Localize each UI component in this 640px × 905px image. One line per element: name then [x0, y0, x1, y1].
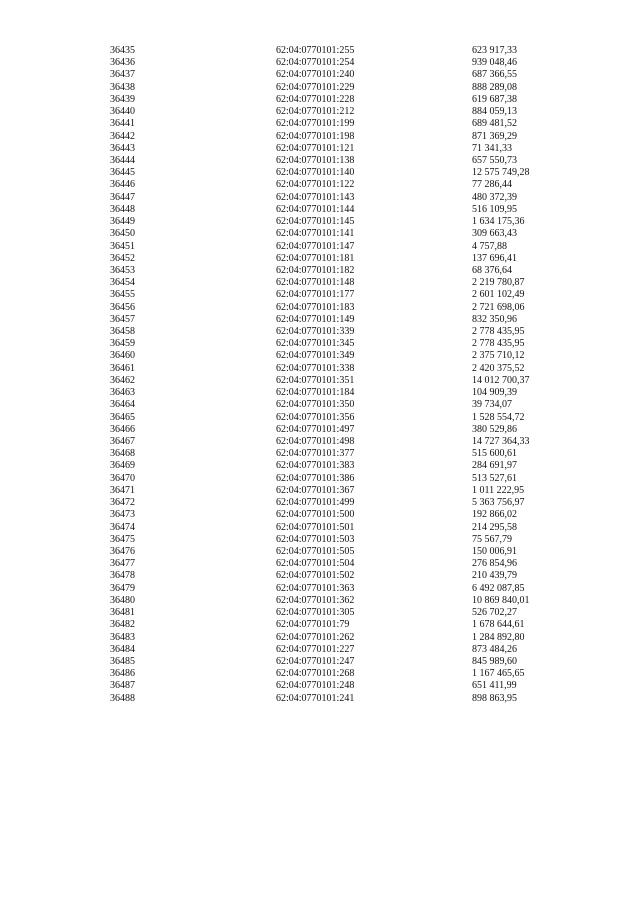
cadastral-number: 62:04:0770101:144 [276, 203, 355, 215]
cadastral-value-table [110, 45, 570, 705]
row-number: 36484 [110, 643, 135, 655]
table-row [110, 460, 570, 472]
table-row [110, 192, 570, 204]
table-row [110, 363, 570, 375]
row-number: 36444 [110, 154, 135, 166]
cadastral-number: 62:04:0770101:181 [276, 252, 355, 264]
cadastral-number: 62:04:0770101:184 [276, 387, 355, 399]
cadastral-value: 871 369,29 [472, 130, 517, 142]
row-number: 36447 [110, 191, 135, 203]
table-row [110, 45, 570, 57]
row-number: 36456 [110, 301, 135, 313]
cadastral-number: 62:04:0770101:79 [276, 619, 350, 631]
cadastral-value: 657 550,73 [472, 154, 517, 166]
cadastral-value: 380 529,86 [472, 423, 517, 435]
cadastral-value: 214 295,58 [472, 521, 517, 533]
cadastral-value: 515 600,61 [472, 448, 517, 460]
row-number: 36448 [110, 203, 135, 215]
cadastral-number: 62:04:0770101:141 [276, 228, 355, 240]
cadastral-number: 62:04:0770101:199 [276, 118, 355, 130]
table-row [110, 387, 570, 399]
cadastral-value: 284 691,97 [472, 460, 517, 472]
row-number: 36481 [110, 607, 135, 619]
cadastral-value: 2 420 375,52 [472, 362, 525, 374]
table-row [110, 228, 570, 240]
row-number: 36465 [110, 411, 135, 423]
table-row [110, 241, 570, 253]
cadastral-number: 62:04:0770101:505 [276, 545, 355, 557]
table-row [110, 497, 570, 509]
table-row [110, 167, 570, 179]
table-row [110, 289, 570, 301]
cadastral-number: 62:04:0770101:339 [276, 326, 355, 338]
cadastral-number: 62:04:0770101:356 [276, 411, 355, 423]
cadastral-number: 62:04:0770101:351 [276, 374, 355, 386]
row-number: 36452 [110, 252, 135, 264]
cadastral-number: 62:04:0770101:122 [276, 179, 355, 191]
table-row [110, 448, 570, 460]
row-number: 36457 [110, 313, 135, 325]
table-row [110, 632, 570, 644]
table-row [110, 94, 570, 106]
cadastral-value: 888 289,08 [472, 81, 517, 93]
table-row [110, 668, 570, 680]
row-number: 36485 [110, 655, 135, 667]
row-number: 36475 [110, 533, 135, 545]
table-row [110, 375, 570, 387]
row-number: 36466 [110, 423, 135, 435]
row-number: 36470 [110, 472, 135, 484]
cadastral-number: 62:04:0770101:145 [276, 216, 355, 228]
cadastral-value: 10 869 840,01 [472, 594, 530, 606]
cadastral-number: 62:04:0770101:363 [276, 582, 355, 594]
cadastral-value: 2 601 102,49 [472, 289, 525, 301]
table-row [110, 204, 570, 216]
cadastral-number: 62:04:0770101:148 [276, 277, 355, 289]
cadastral-number: 62:04:0770101:499 [276, 497, 355, 509]
row-number: 36442 [110, 130, 135, 142]
cadastral-value: 5 363 756,97 [472, 497, 525, 509]
row-number: 36468 [110, 448, 135, 460]
row-number: 36488 [110, 692, 135, 704]
cadastral-value: 68 376,64 [472, 264, 512, 276]
row-number: 36454 [110, 277, 135, 289]
row-number: 36453 [110, 264, 135, 276]
cadastral-value: 516 109,95 [472, 203, 517, 215]
cadastral-number: 62:04:0770101:198 [276, 130, 355, 142]
cadastral-number: 62:04:0770101:383 [276, 460, 355, 472]
table-row [110, 57, 570, 69]
cadastral-number: 62:04:0770101:350 [276, 399, 355, 411]
table-row [110, 607, 570, 619]
row-number: 36455 [110, 289, 135, 301]
cadastral-value: 513 527,61 [472, 472, 517, 484]
table-row [110, 522, 570, 534]
row-number: 36446 [110, 179, 135, 191]
cadastral-value: 832 350,96 [472, 313, 517, 325]
cadastral-value: 2 778 435,95 [472, 326, 525, 338]
table-row [110, 314, 570, 326]
cadastral-number: 62:04:0770101:305 [276, 607, 355, 619]
cadastral-number: 62:04:0770101:138 [276, 154, 355, 166]
row-number: 36472 [110, 497, 135, 509]
table-row [110, 277, 570, 289]
cadastral-value: 1 011 222,95 [472, 484, 525, 496]
cadastral-number: 62:04:0770101:268 [276, 668, 355, 680]
cadastral-number: 62:04:0770101:121 [276, 142, 355, 154]
table-row [110, 155, 570, 167]
table-row [110, 473, 570, 485]
cadastral-value: 884 059,13 [472, 106, 517, 118]
row-number: 36441 [110, 118, 135, 130]
cadastral-number: 62:04:0770101:501 [276, 521, 355, 533]
cadastral-value: 210 439,79 [472, 570, 517, 582]
table-row [110, 680, 570, 692]
row-number: 36451 [110, 240, 135, 252]
row-number: 36467 [110, 436, 135, 447]
row-number: 36440 [110, 106, 135, 118]
cadastral-number: 62:04:0770101:338 [276, 362, 355, 374]
row-number: 36478 [110, 570, 135, 582]
table-row [110, 69, 570, 81]
cadastral-value: 1 167 465,65 [472, 668, 525, 680]
row-number: 36439 [110, 93, 135, 105]
cadastral-value: 623 917,33 [472, 45, 517, 56]
table-row [110, 350, 570, 362]
cadastral-value: 687 366,55 [472, 69, 517, 81]
table-row [110, 106, 570, 118]
row-number: 36469 [110, 460, 135, 472]
row-number: 36473 [110, 509, 135, 521]
row-number: 36449 [110, 216, 135, 228]
cadastral-value: 14 727 364,33 [472, 436, 530, 447]
cadastral-number: 62:04:0770101:254 [276, 57, 355, 69]
cadastral-value: 75 567,79 [472, 533, 512, 545]
row-number: 36463 [110, 387, 135, 399]
cadastral-value: 1 634 175,36 [472, 216, 525, 228]
row-number: 36445 [110, 167, 135, 179]
cadastral-number: 62:04:0770101:227 [276, 643, 355, 655]
table-row [110, 534, 570, 546]
cadastral-value: 150 006,91 [472, 545, 517, 557]
cadastral-number: 62:04:0770101:367 [276, 484, 355, 496]
cadastral-number: 62:04:0770101:143 [276, 191, 355, 203]
cadastral-value: 4 757,88 [472, 240, 507, 252]
cadastral-value: 137 696,41 [472, 252, 517, 264]
cadastral-value: 526 702,27 [472, 607, 517, 619]
table-row [110, 326, 570, 338]
cadastral-value: 1 284 892,80 [472, 631, 525, 643]
row-number: 36438 [110, 81, 135, 93]
table-row [110, 485, 570, 497]
row-number: 36483 [110, 631, 135, 643]
cadastral-value: 77 286,44 [472, 179, 512, 191]
cadastral-number: 62:04:0770101:377 [276, 448, 355, 460]
row-number: 36471 [110, 484, 135, 496]
cadastral-value: 276 854,96 [472, 558, 517, 570]
row-number: 36480 [110, 594, 135, 606]
row-number: 36443 [110, 142, 135, 154]
cadastral-value: 2 375 710,12 [472, 350, 525, 362]
cadastral-number: 62:04:0770101:345 [276, 338, 355, 350]
cadastral-number: 62:04:0770101:503 [276, 533, 355, 545]
row-number: 36474 [110, 521, 135, 533]
cadastral-number: 62:04:0770101:177 [276, 289, 355, 301]
cadastral-value: 6 492 087,85 [472, 582, 525, 594]
cadastral-value: 480 372,39 [472, 191, 517, 203]
table-row [110, 265, 570, 277]
table-row [110, 179, 570, 191]
table-row [110, 693, 570, 705]
table-row [110, 424, 570, 436]
table-row [110, 302, 570, 314]
cadastral-number: 62:04:0770101:500 [276, 509, 355, 521]
cadastral-number: 62:04:0770101:497 [276, 423, 355, 435]
row-number: 36477 [110, 558, 135, 570]
row-number: 36458 [110, 326, 135, 338]
table-row [110, 619, 570, 631]
cadastral-value: 104 909,39 [472, 387, 517, 399]
table-row [110, 546, 570, 558]
row-number: 36476 [110, 545, 135, 557]
row-number: 36459 [110, 338, 135, 350]
cadastral-number: 62:04:0770101:498 [276, 436, 355, 447]
cadastral-value: 2 219 780,87 [472, 277, 525, 289]
cadastral-number: 62:04:0770101:262 [276, 631, 355, 643]
cadastral-value: 898 863,95 [472, 692, 517, 704]
cadastral-value: 71 341,33 [472, 142, 512, 154]
table-row [110, 82, 570, 94]
row-number: 36482 [110, 619, 135, 631]
table-row [110, 412, 570, 424]
cadastral-value: 939 048,46 [472, 57, 517, 69]
table-row [110, 595, 570, 607]
cadastral-number: 62:04:0770101:212 [276, 106, 355, 118]
table-row [110, 143, 570, 155]
row-number: 36450 [110, 228, 135, 240]
cadastral-value: 845 989,60 [472, 655, 517, 667]
table-row [110, 656, 570, 668]
cadastral-value: 873 484,26 [472, 643, 517, 655]
row-number: 36487 [110, 680, 135, 692]
cadastral-value: 689 481,52 [472, 118, 517, 130]
row-number: 36461 [110, 362, 135, 374]
row-number: 36486 [110, 668, 135, 680]
cadastral-value: 309 663,43 [472, 228, 517, 240]
cadastral-value: 1 678 644,61 [472, 619, 525, 631]
cadastral-number: 62:04:0770101:248 [276, 680, 355, 692]
cadastral-number: 62:04:0770101:240 [276, 69, 355, 81]
cadastral-number: 62:04:0770101:140 [276, 167, 355, 179]
cadastral-value: 14 012 700,37 [472, 374, 530, 386]
row-number: 36464 [110, 399, 135, 411]
cadastral-number: 62:04:0770101:502 [276, 570, 355, 582]
table-row [110, 509, 570, 521]
table-row [110, 118, 570, 130]
row-number: 36479 [110, 582, 135, 594]
row-number: 36436 [110, 57, 135, 69]
cadastral-value: 2 721 698,06 [472, 301, 525, 313]
cadastral-number: 62:04:0770101:182 [276, 264, 355, 276]
row-number: 36462 [110, 374, 135, 386]
table-row [110, 558, 570, 570]
cadastral-value: 651 411,99 [472, 680, 517, 692]
cadastral-number: 62:04:0770101:255 [276, 45, 355, 56]
table-row [110, 570, 570, 582]
row-number: 36460 [110, 350, 135, 362]
table-row [110, 253, 570, 265]
row-number: 36437 [110, 69, 135, 81]
table-row [110, 644, 570, 656]
cadastral-value: 619 687,38 [472, 93, 517, 105]
cadastral-number: 62:04:0770101:183 [276, 301, 355, 313]
table-row [110, 131, 570, 143]
cadastral-value: 39 734,07 [472, 399, 512, 411]
cadastral-value: 12 575 749,28 [472, 167, 530, 179]
row-number: 36435 [110, 45, 135, 56]
cadastral-value: 1 528 554,72 [472, 411, 525, 423]
cadastral-number: 62:04:0770101:147 [276, 240, 355, 252]
table-row [110, 216, 570, 228]
cadastral-number: 62:04:0770101:362 [276, 594, 355, 606]
cadastral-number: 62:04:0770101:349 [276, 350, 355, 362]
table-row [110, 436, 570, 448]
cadastral-number: 62:04:0770101:229 [276, 81, 355, 93]
table-row [110, 338, 570, 350]
cadastral-number: 62:04:0770101:504 [276, 558, 355, 570]
cadastral-number: 62:04:0770101:228 [276, 93, 355, 105]
table-row [110, 399, 570, 411]
cadastral-number: 62:04:0770101:386 [276, 472, 355, 484]
cadastral-number: 62:04:0770101:247 [276, 655, 355, 667]
cadastral-value: 2 778 435,95 [472, 338, 525, 350]
table-row [110, 583, 570, 595]
cadastral-number: 62:04:0770101:149 [276, 313, 355, 325]
cadastral-value: 192 866,02 [472, 509, 517, 521]
cadastral-number: 62:04:0770101:241 [276, 692, 355, 704]
